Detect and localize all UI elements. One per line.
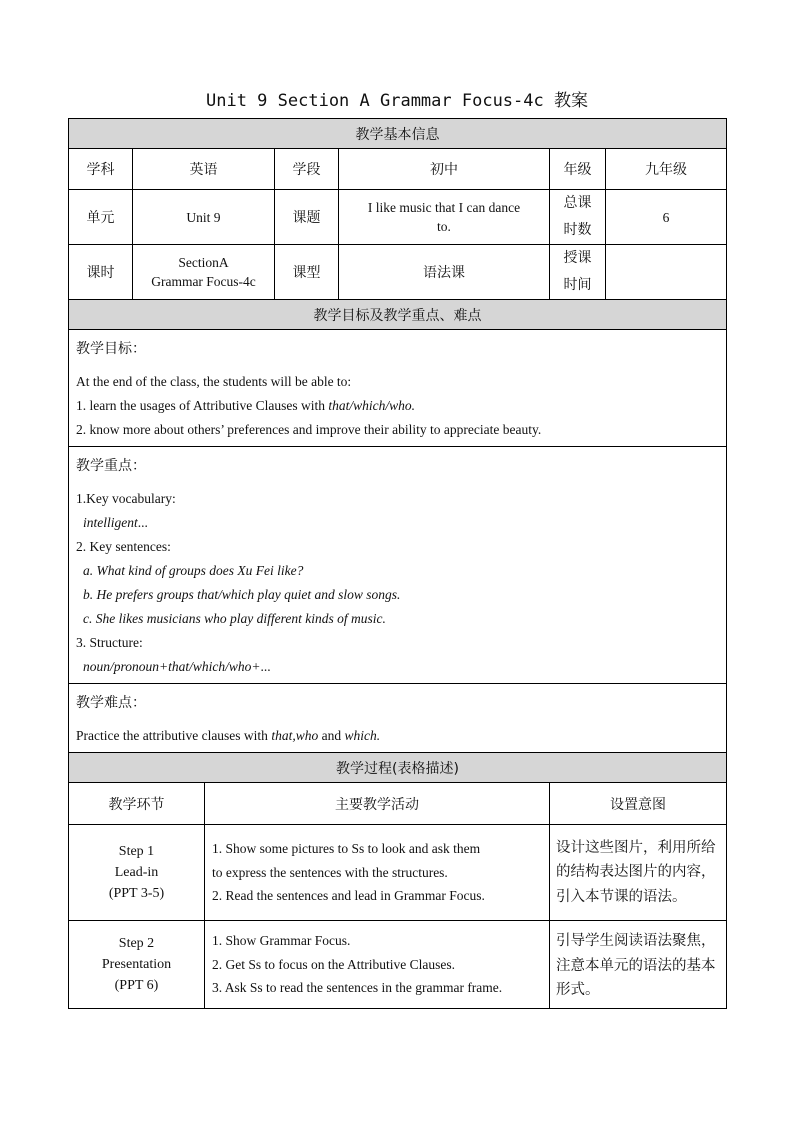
teaching-time-label-line-2: 时间	[563, 277, 592, 293]
col-stage-header: 教学环节	[69, 783, 205, 825]
step-1-activity-1-cont: to express the sentences with the structures.	[212, 864, 448, 880]
unit-label: 单元	[69, 190, 133, 245]
structure-pattern: noun/pronoun+that/which/who+	[83, 659, 261, 674]
step-2-name: Presentation	[101, 957, 172, 972]
step-2-activities	[205, 921, 550, 1009]
objectives-header: 教学目标及教学重点、难点	[69, 300, 727, 330]
structure-label: 3. Structure:	[76, 635, 143, 650]
topic-value	[339, 190, 550, 245]
lesson-type-label: 课型	[275, 245, 339, 300]
topic-line-1: I like music that I can dance	[367, 200, 521, 215]
difficult-text: Practice the attributive clauses with	[76, 728, 272, 743]
step-1-intent: 设计这些图片，利用所给的结构表达图片的内容，引入本节课的语法。	[550, 825, 727, 921]
step-2-activity-2: 2. Get Ss to focus on the Attributive Clauses.	[212, 956, 455, 972]
structure-ellipsis: ...	[260, 659, 271, 674]
teaching-time-label	[550, 245, 606, 300]
total-hours-label-line-1: 总课	[563, 195, 592, 211]
difficult-points-section	[69, 684, 727, 753]
structure-formula	[76, 655, 719, 679]
goals-title: 教学目标：	[76, 341, 146, 357]
goal-1-text: 1. learn the usages of Attributive Clauses with	[76, 398, 329, 413]
goal-1	[76, 394, 719, 418]
step-2-stage	[69, 921, 205, 1009]
step-2-intent: 引导学生阅读语法聚焦，注意本单元的语法的基本形式。	[550, 921, 727, 1009]
key-vocab-ellipsis: ...	[137, 515, 148, 530]
page-title: Unit 9 Section A Grammar Focus-4c 教案	[206, 91, 588, 111]
unit-value: Unit 9	[133, 190, 275, 245]
subject-value: 英语	[133, 149, 275, 190]
key-sentence-a: a. What kind of groups does Xu Fei like?	[83, 563, 304, 578]
goals-section	[69, 330, 727, 447]
subject-label: 学科	[69, 149, 133, 190]
key-vocab-word: intelligent	[83, 515, 138, 530]
key-sentence-c: c. She likes musicians who play different kinds of music.	[83, 611, 386, 626]
key-vocab-label: 1.Key vocabulary:	[76, 491, 176, 506]
step-1-activity-1: 1. Show some pictures to Ss to look and ask them	[212, 841, 481, 857]
step-1-name: Lead-in	[114, 865, 159, 880]
key-points-title: 教学重点：	[76, 458, 146, 474]
step-1-activities	[205, 825, 550, 921]
process-row	[69, 921, 727, 1009]
key-vocab	[76, 511, 719, 535]
step-1-slides: (PPT 3-5)	[108, 886, 165, 901]
grade-value: 九年级	[606, 149, 727, 190]
period-line-2: Grammar Focus-4c	[151, 274, 256, 289]
step-1-stage	[69, 825, 205, 921]
total-hours-label	[550, 190, 606, 245]
lesson-type-value: 语法课	[339, 245, 550, 300]
step-2-slides: (PPT 6)	[114, 978, 159, 993]
topic-label: 课题	[275, 190, 339, 245]
grade-label: 年级	[550, 149, 606, 190]
lesson-plan-table	[68, 118, 727, 1009]
difficult-point	[76, 724, 719, 748]
process-row	[69, 825, 727, 921]
stage-label: 学段	[275, 149, 339, 190]
goal-1-keywords: that/which/who.	[328, 398, 415, 413]
goal-2: 2. know more about others’ preferences and improve their ability to appreciate beauty.	[76, 422, 542, 437]
step-1-number: Step 1	[118, 844, 155, 859]
process-header: 教学过程(表格描述)	[69, 753, 727, 783]
goals-intro: At the end of the class, the students will be able to:	[76, 374, 352, 389]
col-activity-header: 主要教学活动	[205, 783, 550, 825]
step-2-activity-3: 3. Ask Ss to read the sentences in the grammar frame.	[212, 980, 503, 996]
step-2-number: Step 2	[118, 936, 155, 951]
difficult-keyword-1: that,who	[271, 728, 319, 743]
key-sentence-b: b. He prefers groups that/which play quiet and slow songs.	[83, 587, 401, 602]
stage-value: 初中	[339, 149, 550, 190]
total-hours-value: 6	[606, 190, 727, 245]
basic-info-header: 教学基本信息	[69, 119, 727, 149]
period-value	[133, 245, 275, 300]
step-2-activity-1: 1. Show Grammar Focus.	[212, 933, 351, 949]
step-1-activity-2: 2. Read the sentences and lead in Grammar Focus.	[212, 888, 485, 904]
teaching-time-value	[606, 245, 727, 300]
difficult-keyword-2: which.	[344, 728, 381, 743]
key-points-section	[69, 447, 727, 684]
total-hours-label-line-2: 时数	[563, 222, 592, 238]
teaching-time-label-line-1: 授课	[563, 250, 592, 266]
period-line-1: SectionA	[178, 255, 229, 270]
difficult-connector: and	[318, 728, 345, 743]
period-label: 课时	[69, 245, 133, 300]
key-sentences-label: 2. Key sentences:	[76, 539, 171, 554]
topic-line-2: to.	[437, 219, 451, 234]
difficult-points-title: 教学难点：	[76, 695, 146, 711]
col-intent-header: 设置意图	[550, 783, 727, 825]
